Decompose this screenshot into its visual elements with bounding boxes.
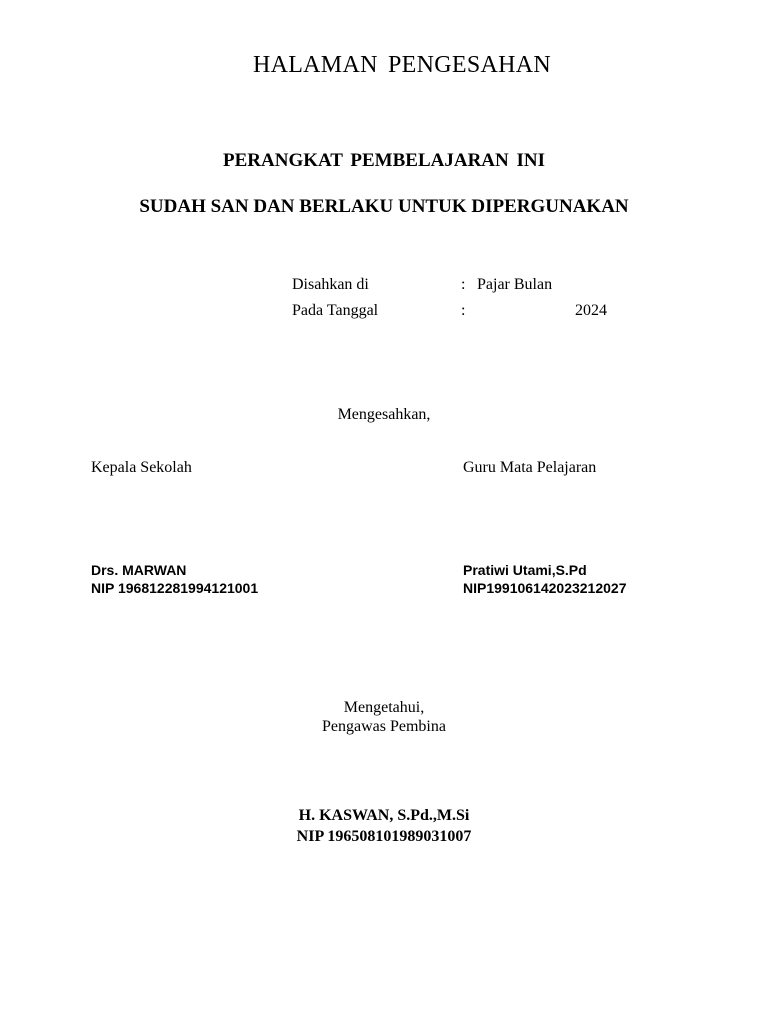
info-value-date: 2024: [575, 302, 607, 319]
approval-heading: Mengesahkan,: [337, 406, 431, 423]
signatory-nip: NIP 196508101989031007: [296, 828, 472, 845]
signatory-nip: NIP199106142023212027: [463, 580, 627, 596]
info-label-disahkan-di: Disahkan di: [292, 276, 369, 293]
signatory-nip: NIP 196812281994121001: [91, 580, 259, 596]
page-title: HALAMAN PENGESAHAN: [252, 52, 552, 78]
signatory-role: Guru Mata Pelajaran: [463, 459, 597, 476]
info-value-place: Pajar Bulan: [477, 276, 553, 293]
signatory-name: H. KASWAN, S.Pd.,M.Si: [298, 807, 470, 824]
info-colon: :: [461, 302, 466, 319]
info-label-pada-tanggal: Pada Tanggal: [292, 302, 379, 319]
acknowledgement-heading: Mengetahui,: [343, 699, 425, 716]
signatory-role: Kepala Sekolah: [91, 459, 192, 476]
document-subtitle-line-2: SUDAH SAN DAN BERLAKU UNTUK DIPERGUNAKAN: [139, 196, 629, 217]
document-subtitle-line-1: PERANGKAT PEMBELAJARAN INI: [223, 150, 545, 171]
signatory-role: Pengawas Pembina: [322, 718, 446, 735]
info-colon: :: [461, 276, 466, 293]
signatory-name: Pratiwi Utami,S.Pd: [463, 562, 587, 578]
signatory-name: Drs. MARWAN: [91, 562, 187, 578]
